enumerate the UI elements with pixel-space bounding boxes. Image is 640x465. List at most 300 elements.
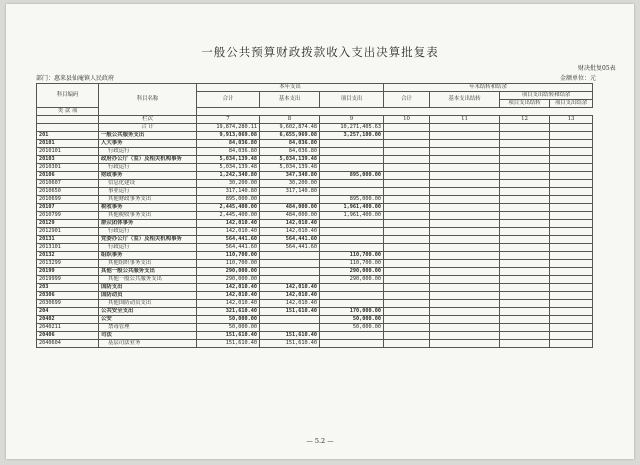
table-row <box>37 172 593 180</box>
header-basic-expense: 基本支出 <box>260 92 320 108</box>
subject-code-cell: 20306 <box>37 292 99 300</box>
project-cell: 3,257,100.00 <box>320 132 384 140</box>
empty-cell <box>550 316 593 324</box>
empty-cell <box>430 260 500 268</box>
empty-cell <box>384 260 430 268</box>
empty-cell <box>430 180 500 188</box>
subject-name-cell: 其他财政事务支出 <box>99 196 197 204</box>
empty-cell <box>500 244 550 252</box>
empty-cell <box>430 308 500 316</box>
project-cell: 50,000.00 <box>320 316 384 324</box>
table-row <box>37 220 593 228</box>
subject-code-cell: 2010799 <box>37 212 99 220</box>
total-cell: 5,034,139.48 <box>197 156 260 164</box>
subject-name-cell: 财政事务 <box>99 172 197 180</box>
total-cell: 564,441.60 <box>197 236 260 244</box>
table-row <box>37 196 593 204</box>
empty-cell <box>384 316 430 324</box>
subject-name-cell: 其他一般公共服务支出 <box>99 276 197 284</box>
basic-cell <box>260 260 320 268</box>
table-row <box>37 300 593 308</box>
empty-cell <box>500 228 550 236</box>
header-project-carry-group: 项目支出结转和结余 <box>500 92 593 100</box>
grand-project-value: 10,271,405.63 <box>320 124 384 132</box>
empty-cell <box>550 188 593 196</box>
table-row <box>37 284 593 292</box>
empty-cell <box>384 284 430 292</box>
table-row <box>37 228 593 236</box>
empty-cell <box>430 244 500 252</box>
table-row <box>37 276 593 284</box>
basic-cell: 142,010.40 <box>260 292 320 300</box>
project-cell <box>320 140 384 148</box>
basic-cell: 5,034,139.48 <box>260 164 320 172</box>
total-cell: 142,010.40 <box>197 228 260 236</box>
empty-cell <box>550 172 593 180</box>
form-code: 财决批复05表 <box>578 65 616 72</box>
empty-cell <box>550 332 593 340</box>
total-cell: 290,000.00 <box>197 268 260 276</box>
total-cell: 142,010.40 <box>197 220 260 228</box>
total-cell: 317,140.80 <box>197 188 260 196</box>
empty-cell <box>384 252 430 260</box>
empty-cell <box>384 276 430 284</box>
project-cell: 1,961,400.00 <box>320 204 384 212</box>
empty-cell <box>500 324 550 332</box>
total-cell: 895,000.00 <box>197 196 260 204</box>
col-num: 10 <box>384 116 430 124</box>
project-cell: 110,700.00 <box>320 260 384 268</box>
table-row <box>37 308 593 316</box>
total-cell: 30,200.00 <box>197 180 260 188</box>
empty-cell <box>384 340 430 348</box>
subject-code-cell: 201 <box>37 132 99 140</box>
subject-name-cell: 行政运行 <box>99 244 197 252</box>
table-row <box>37 260 593 268</box>
empty-cell <box>384 180 430 188</box>
table-row <box>37 292 593 300</box>
basic-cell: 6,655,969.08 <box>260 132 320 140</box>
empty-cell <box>500 132 550 140</box>
total-cell: 84,036.80 <box>197 140 260 148</box>
empty-cell <box>500 140 550 148</box>
header-project-surplus: 项目支出结余 <box>550 100 593 108</box>
empty-cell <box>500 204 550 212</box>
subject-name-cell: 基层司法业务 <box>99 340 197 348</box>
subject-code-cell: 20107 <box>37 204 99 212</box>
empty-cell <box>550 308 593 316</box>
subject-name-cell: 公安 <box>99 316 197 324</box>
header-basic-carry: 基本支出结转 <box>430 92 500 108</box>
table-row <box>37 140 593 148</box>
basic-cell: 564,441.60 <box>260 244 320 252</box>
empty-cell <box>550 220 593 228</box>
empty-cell <box>500 252 550 260</box>
project-cell: 170,000.00 <box>320 308 384 316</box>
project-cell <box>320 164 384 172</box>
total-cell: 151,610.40 <box>197 340 260 348</box>
empty-cell <box>550 340 593 348</box>
basic-cell: 484,000.00 <box>260 204 320 212</box>
empty-cell <box>384 332 430 340</box>
empty-cell <box>550 236 593 244</box>
total-cell: 5,034,139.48 <box>197 164 260 172</box>
project-cell <box>320 300 384 308</box>
basic-cell: 30,200.00 <box>260 180 320 188</box>
project-cell <box>320 236 384 244</box>
project-cell <box>320 148 384 156</box>
empty-cell <box>500 148 550 156</box>
empty-cell <box>500 308 550 316</box>
table-row <box>37 204 593 212</box>
total-cell: 142,010.40 <box>197 300 260 308</box>
unit-label: 金额单位：元 <box>560 75 597 82</box>
header-lei-kuan-xiang: 类 款 项 <box>37 108 99 116</box>
empty-cell <box>500 196 550 204</box>
total-cell: 290,000.00 <box>197 276 260 284</box>
empty-cell <box>550 196 593 204</box>
col-num: 12 <box>500 116 550 124</box>
empty-cell <box>384 244 430 252</box>
subject-code-cell: 2013299 <box>37 260 99 268</box>
empty-cell <box>500 268 550 276</box>
department-label: 部门：惠来县仙庵镇人民政府 <box>36 75 115 82</box>
empty-cell <box>430 228 500 236</box>
empty-cell <box>430 220 500 228</box>
empty-cell <box>430 148 500 156</box>
total-cell: 321,610.40 <box>197 308 260 316</box>
subject-name-cell: 其他税收事务支出 <box>99 212 197 220</box>
basic-cell: 347,340.80 <box>260 172 320 180</box>
subject-name-cell: 禁毒管理 <box>99 324 197 332</box>
subject-code-cell: 2010650 <box>37 188 99 196</box>
project-cell <box>320 220 384 228</box>
project-cell <box>320 228 384 236</box>
empty-cell <box>430 204 500 212</box>
header-project-carry: 项目支出结转 <box>500 100 550 108</box>
empty-cell <box>384 140 430 148</box>
empty-cell <box>500 332 550 340</box>
empty-cell <box>430 188 500 196</box>
total-cell: 2,445,400.00 <box>197 212 260 220</box>
col-num: 13 <box>550 116 593 124</box>
header-project-expense: 项目支出 <box>320 92 384 108</box>
subject-name-cell: 信息化建设 <box>99 180 197 188</box>
basic-cell <box>260 252 320 260</box>
subject-code-cell: 20402 <box>37 316 99 324</box>
basic-cell <box>260 276 320 284</box>
total-cell: 1,242,340.80 <box>197 172 260 180</box>
empty-cell <box>550 324 593 332</box>
table-row <box>37 252 593 260</box>
empty-cell <box>430 140 500 148</box>
grand-total-value: 19,874,280.11 <box>197 124 260 132</box>
subject-name-cell: 税收事务 <box>99 204 197 212</box>
basic-cell <box>260 268 320 276</box>
empty-cell <box>430 340 500 348</box>
total-cell: 50,000.00 <box>197 316 260 324</box>
empty-cell <box>550 148 593 156</box>
table-body <box>37 132 593 348</box>
header-current-year-expense: 本年支出 <box>197 84 384 92</box>
empty-cell <box>384 268 430 276</box>
subject-name-cell: 行政运行 <box>99 148 197 156</box>
project-cell: 50,000.00 <box>320 324 384 332</box>
empty-cell <box>430 332 500 340</box>
empty-cell <box>430 268 500 276</box>
lanci-label: 栏次 <box>99 116 197 124</box>
empty-cell <box>550 292 593 300</box>
subject-name-cell: 一般公共服务支出 <box>99 132 197 140</box>
project-cell: 895,000.00 <box>320 196 384 204</box>
col-num: 7 <box>197 116 260 124</box>
table-row <box>37 236 593 244</box>
table-row <box>37 132 593 140</box>
subject-code-cell: 204 <box>37 308 99 316</box>
table-row <box>37 188 593 196</box>
empty-cell <box>500 180 550 188</box>
total-cell: 110,700.00 <box>197 260 260 268</box>
basic-cell: 84,036.80 <box>260 148 320 156</box>
empty-cell <box>500 316 550 324</box>
empty-cell <box>430 316 500 324</box>
empty-cell <box>430 276 500 284</box>
header-total-2: 合计 <box>384 92 430 108</box>
empty-cell <box>430 292 500 300</box>
subject-code-cell: 2040211 <box>37 324 99 332</box>
header-subject-name: 科目名称 <box>99 84 197 116</box>
table-row <box>37 156 593 164</box>
empty-cell <box>430 212 500 220</box>
total-cell: 564,441.60 <box>197 244 260 252</box>
empty-cell <box>430 164 500 172</box>
subject-name-cell: 行政运行 <box>99 164 197 172</box>
subject-code-cell: 20199 <box>37 268 99 276</box>
empty-cell <box>500 164 550 172</box>
empty-cell <box>550 132 593 140</box>
empty-cell <box>500 260 550 268</box>
basic-cell: 142,010.40 <box>260 300 320 308</box>
col-num: 11 <box>430 116 500 124</box>
table-row <box>37 324 593 332</box>
total-cell: 151,610.40 <box>197 332 260 340</box>
basic-cell: 151,610.40 <box>260 308 320 316</box>
empty-cell <box>500 220 550 228</box>
empty-cell <box>384 188 430 196</box>
project-cell <box>320 332 384 340</box>
subject-name-cell: 国防支出 <box>99 284 197 292</box>
project-cell: 290,000.00 <box>320 276 384 284</box>
total-cell: 84,036.80 <box>197 148 260 156</box>
empty-cell <box>384 196 430 204</box>
basic-cell <box>260 324 320 332</box>
project-cell: 895,000.00 <box>320 172 384 180</box>
subject-code-cell: 2019999 <box>37 276 99 284</box>
empty-cell <box>500 300 550 308</box>
subject-code-cell: 2010607 <box>37 180 99 188</box>
empty-cell <box>550 300 593 308</box>
empty-cell <box>430 132 500 140</box>
empty-cell <box>384 212 430 220</box>
basic-cell: 317,140.80 <box>260 188 320 196</box>
empty-cell <box>550 156 593 164</box>
empty-cell <box>430 284 500 292</box>
subject-code-cell: 2030699 <box>37 300 99 308</box>
subject-name-cell: 司法 <box>99 332 197 340</box>
subject-code-cell: 20101 <box>37 140 99 148</box>
empty-cell <box>384 228 430 236</box>
col-num: 8 <box>260 116 320 124</box>
total-cell: 9,913,069.08 <box>197 132 260 140</box>
project-cell: 290,000.00 <box>320 268 384 276</box>
project-cell <box>320 340 384 348</box>
empty-cell <box>430 252 500 260</box>
grand-total-label: 合 计 <box>99 124 197 132</box>
empty-cell <box>430 172 500 180</box>
subject-name-cell: 其他国防动员支出 <box>99 300 197 308</box>
project-cell <box>320 292 384 300</box>
empty-cell <box>430 300 500 308</box>
empty-cell <box>384 132 430 140</box>
empty-cell <box>500 340 550 348</box>
empty-cell <box>384 148 430 156</box>
empty-cell <box>550 212 593 220</box>
subject-code-cell: 2010101 <box>37 148 99 156</box>
subject-name-cell: 群众团体事务 <box>99 220 197 228</box>
empty-cell <box>500 188 550 196</box>
empty-cell <box>430 236 500 244</box>
basic-cell: 151,610.40 <box>260 340 320 348</box>
empty-cell <box>550 268 593 276</box>
table-row <box>37 164 593 172</box>
empty-cell <box>500 172 550 180</box>
basic-cell <box>260 196 320 204</box>
basic-cell: 142,010.40 <box>260 228 320 236</box>
empty-cell <box>500 156 550 164</box>
project-cell: 1,961,400.00 <box>320 212 384 220</box>
basic-cell: 84,036.80 <box>260 140 320 148</box>
table-row <box>37 244 593 252</box>
table-row <box>37 268 593 276</box>
subject-code-cell: 20103 <box>37 156 99 164</box>
subject-code-cell: 20406 <box>37 332 99 340</box>
empty-cell <box>550 180 593 188</box>
basic-cell: 142,010.40 <box>260 284 320 292</box>
empty-cell <box>550 244 593 252</box>
subject-code-cell: 2013101 <box>37 244 99 252</box>
basic-cell: 5,034,139.48 <box>260 156 320 164</box>
empty-cell <box>550 276 593 284</box>
subject-name-cell: 公共安全支出 <box>99 308 197 316</box>
total-cell: 110,700.00 <box>197 252 260 260</box>
empty-cell <box>550 164 593 172</box>
col-num: 9 <box>320 116 384 124</box>
table-row <box>37 180 593 188</box>
project-cell <box>320 180 384 188</box>
empty-cell <box>384 220 430 228</box>
header-subject-code: 科目编码 <box>37 84 99 108</box>
project-cell <box>320 188 384 196</box>
table-row <box>37 332 593 340</box>
project-cell <box>320 244 384 252</box>
header-total: 合计 <box>197 92 260 108</box>
project-cell: 110,700.00 <box>320 252 384 260</box>
subject-name-cell: 事业运行 <box>99 188 197 196</box>
empty-cell <box>550 140 593 148</box>
total-cell: 142,010.40 <box>197 284 260 292</box>
table-row <box>37 148 593 156</box>
empty-cell <box>430 196 500 204</box>
table-row <box>37 212 593 220</box>
total-cell: 142,010.40 <box>197 292 260 300</box>
empty-cell <box>384 164 430 172</box>
basic-cell: 564,441.60 <box>260 236 320 244</box>
basic-cell: 142,010.40 <box>260 220 320 228</box>
grand-basic-value: 9,602,874.48 <box>260 124 320 132</box>
subject-code-cell: 20132 <box>37 252 99 260</box>
basic-cell: 151,610.40 <box>260 332 320 340</box>
total-cell: 2,445,400.00 <box>197 204 260 212</box>
total-cell: 50,000.00 <box>197 324 260 332</box>
empty-cell <box>384 236 430 244</box>
empty-cell <box>384 204 430 212</box>
subject-code-cell: 20106 <box>37 172 99 180</box>
subject-code-cell: 20129 <box>37 220 99 228</box>
empty-cell <box>430 324 500 332</box>
empty-cell <box>550 204 593 212</box>
empty-cell <box>500 212 550 220</box>
empty-cell <box>384 172 430 180</box>
empty-cell <box>384 156 430 164</box>
empty-cell <box>384 300 430 308</box>
header-year-end-balance: 年末结转和结余 <box>384 84 593 92</box>
empty-cell <box>550 228 593 236</box>
subject-name-cell: 人大事务 <box>99 140 197 148</box>
subject-name-cell: 政府办公厅（室）及相关机构事务 <box>99 156 197 164</box>
page-number: — 5.2 — <box>306 437 334 445</box>
budget-table <box>36 83 593 348</box>
empty-cell <box>550 284 593 292</box>
empty-cell <box>500 292 550 300</box>
subject-name-cell: 国防动员 <box>99 292 197 300</box>
empty-cell <box>500 276 550 284</box>
empty-cell <box>384 308 430 316</box>
empty-cell <box>384 292 430 300</box>
subject-code-cell: 2010699 <box>37 196 99 204</box>
subject-code-cell: 2012901 <box>37 228 99 236</box>
basic-cell: 484,000.00 <box>260 212 320 220</box>
subject-name-cell: 行政运行 <box>99 228 197 236</box>
page-title: 一般公共预算财政拨款收入支出决算批复表 <box>201 45 439 59</box>
empty-cell <box>500 236 550 244</box>
subject-code-cell: 203 <box>37 284 99 292</box>
subject-name-cell: 组织事务 <box>99 252 197 260</box>
subject-name-cell: 其他一般公共服务支出 <box>99 268 197 276</box>
empty-cell <box>430 156 500 164</box>
empty-cell <box>500 284 550 292</box>
subject-name-cell: 其他组织事务支出 <box>99 260 197 268</box>
subject-name-cell: 党委办公厅（室）及相关机构事务 <box>99 236 197 244</box>
table-row <box>37 316 593 324</box>
subject-code-cell: 20131 <box>37 236 99 244</box>
subject-code-cell: 2010301 <box>37 164 99 172</box>
empty-cell <box>384 324 430 332</box>
subject-code-cell: 2040604 <box>37 340 99 348</box>
empty-cell <box>550 252 593 260</box>
project-cell <box>320 284 384 292</box>
empty-cell <box>550 260 593 268</box>
project-cell <box>320 156 384 164</box>
